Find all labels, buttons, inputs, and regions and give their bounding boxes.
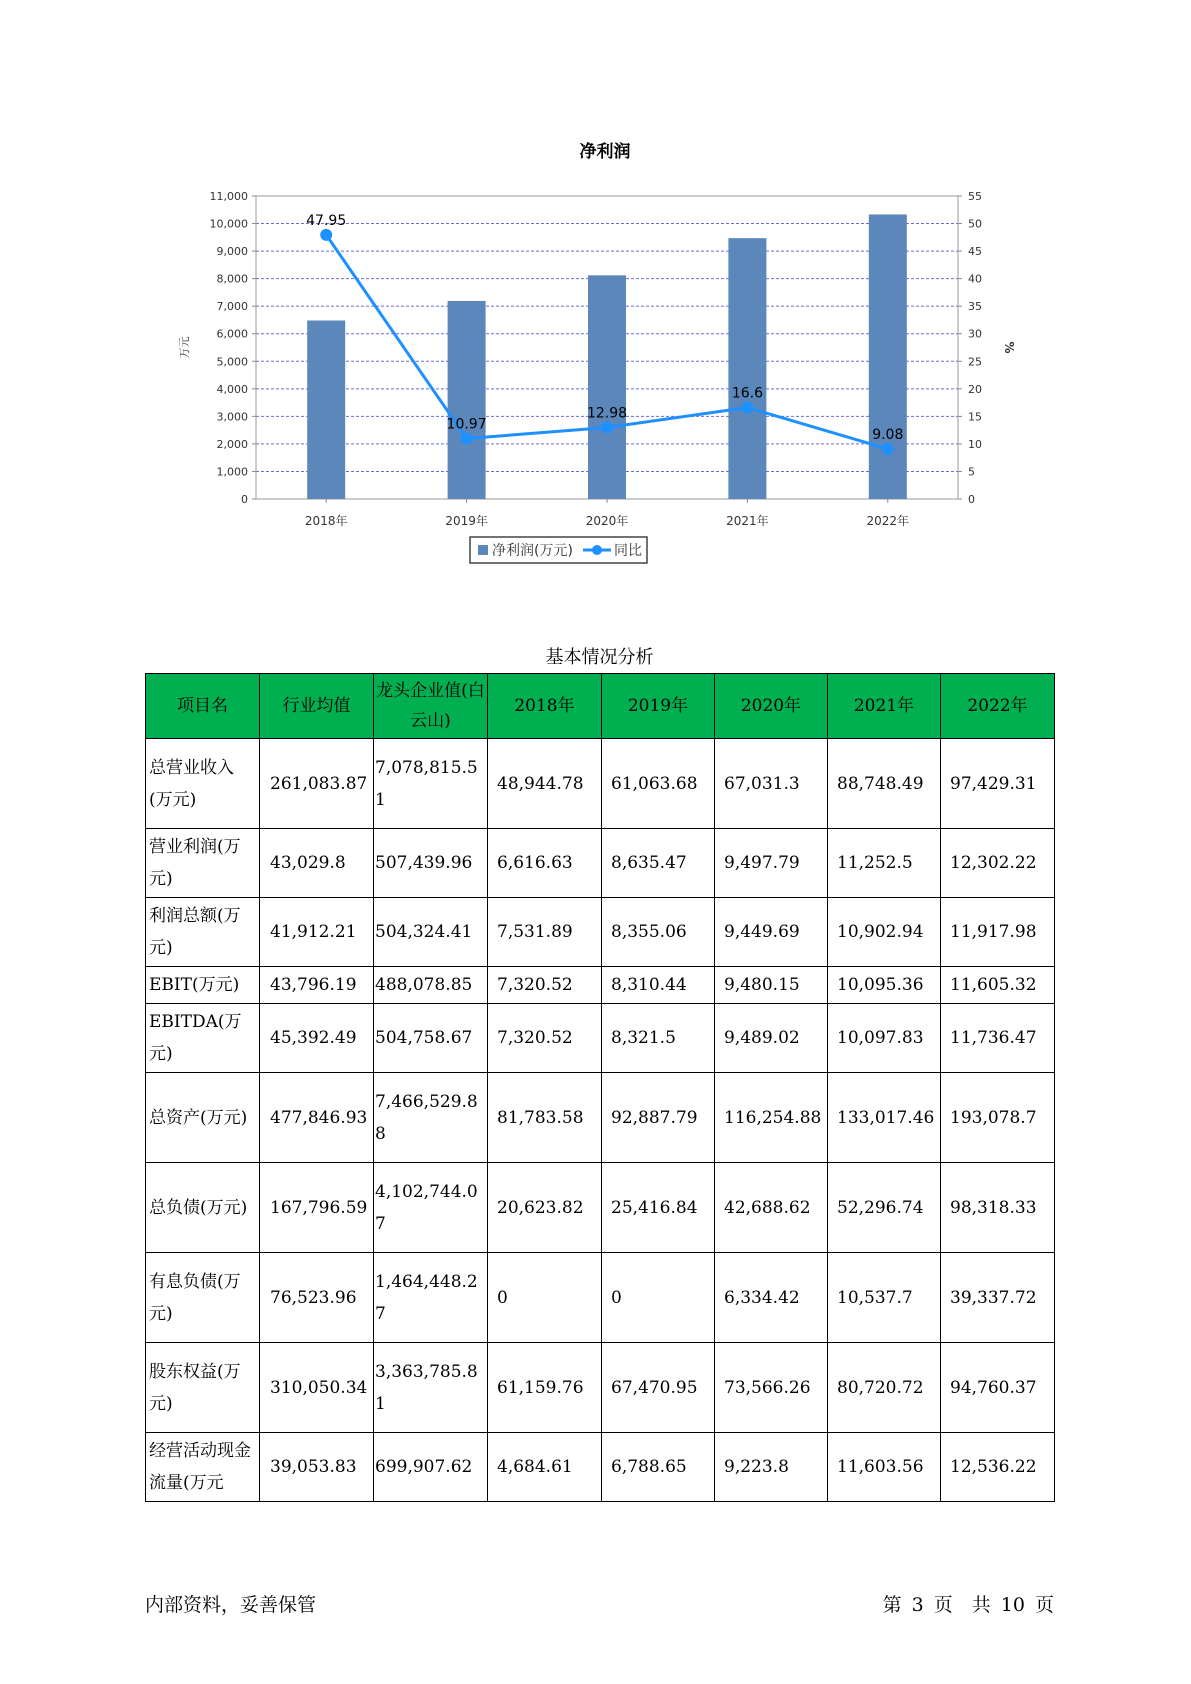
value-cell: 98,318.33 [941,1163,1055,1253]
y-tick-label-right: 55 [968,190,982,203]
row-label-cell: 股东权益(万元) [146,1343,260,1433]
value-cell: 10,097.83 [828,1004,941,1073]
y-tick-label-left: 3,000 [216,410,248,424]
value-cell: 193,078.7 [941,1073,1055,1163]
value-cell: 699,907.62 [374,1433,488,1502]
bar [448,301,486,499]
column-header: 2022年 [941,674,1055,739]
yoy-data-label: 12.98 [586,405,628,422]
net-profit-chart [150,130,1016,600]
table-row [146,1433,1055,1502]
value-cell: 80,720.72 [828,1343,941,1433]
value-cell: 11,736.47 [941,1004,1055,1073]
legend-bar-swatch [478,545,488,555]
value-cell: 8,355.06 [602,898,715,967]
value-cell: 504,324.41 [374,898,488,967]
value-cell: 39,053.83 [260,1433,374,1502]
value-cell: 52,296.74 [828,1163,941,1253]
legend-line-label: 同比 [614,543,642,559]
bar [588,275,626,499]
yoy-point [320,229,332,241]
x-tick-label: 2018年 [304,514,348,528]
table-row [146,1343,1055,1433]
value-cell: 6,616.63 [488,829,602,898]
value-cell: 0 [602,1253,715,1343]
value-cell: 8,321.5 [602,1004,715,1073]
value-cell: 10,537.7 [828,1253,941,1343]
column-header: 2020年 [715,674,828,739]
chart-title: 净利润 [579,142,631,162]
y-tick-label-right: 40 [968,272,982,286]
value-cell: 9,223.8 [715,1433,828,1502]
column-header: 行业均值 [260,674,374,739]
value-cell: 67,470.95 [602,1343,715,1433]
y-tick-label-right: 15 [968,410,982,424]
value-cell: 11,603.56 [828,1433,941,1502]
y-tick-label-left: 4,000 [216,382,248,396]
value-cell: 116,254.88 [715,1073,828,1163]
value-cell: 42,688.62 [715,1163,828,1253]
column-header: 龙头企业值(白云山) [374,674,488,739]
value-cell: 41,912.21 [260,898,374,967]
y-tick-label-right: 0 [968,493,975,506]
y-tick-label-left: 0 [241,493,248,506]
yoy-data-label: 10.97 [446,416,487,433]
value-cell: 67,031.3 [715,739,828,829]
table-row [146,1004,1055,1073]
bar [869,214,907,499]
value-cell: 9,480.15 [715,967,828,1004]
value-cell: 48,944.78 [488,739,602,829]
table-row [146,1073,1055,1163]
legend-line-marker [592,545,602,555]
row-label-cell: 总资产(万元) [146,1073,260,1163]
value-cell: 261,083.87 [260,739,374,829]
value-cell: 8,635.47 [602,829,715,898]
x-tick-label: 2019年 [445,514,488,528]
y-tick-label-left: 7,000 [216,300,248,314]
value-cell: 7,531.89 [488,898,602,967]
bar [728,238,766,499]
x-tick-label: 2021年 [726,514,769,528]
value-cell: 1,464,448.27 [374,1253,488,1343]
value-cell: 61,159.76 [488,1343,602,1433]
table-row [146,898,1055,967]
value-cell: 73,566.26 [715,1343,828,1433]
y-tick-label-right: 10 [968,437,982,451]
bar [307,321,345,499]
value-cell: 10,095.36 [828,967,941,1004]
y-tick-label-left: 1,000 [216,465,248,479]
column-header: 2019年 [602,674,715,739]
table-header-row [146,674,1055,739]
value-cell: 92,887.79 [602,1073,715,1163]
y-tick-label-left: 11,000 [209,190,248,203]
value-cell: 61,063.68 [602,739,715,829]
y-tick-label-left: 9,000 [216,245,248,259]
row-label-cell: EBIT(万元) [146,967,260,1004]
y-tick-label-right: 5 [968,465,975,479]
y-axis-label-left: 万元 [178,336,191,359]
value-cell: 43,029.8 [260,829,374,898]
row-label-cell: 总负债(万元) [146,1163,260,1253]
y-tick-label-right: 20 [968,382,982,396]
value-cell: 7,466,529.88 [374,1073,488,1163]
row-label-cell: 总营业收入(万元) [146,739,260,829]
value-cell: 0 [488,1253,602,1343]
table-caption: 基本情况分析 [545,647,654,668]
x-tick-label: 2020年 [585,514,629,528]
value-cell: 9,489.02 [715,1004,828,1073]
value-cell: 477,846.93 [260,1073,374,1163]
value-cell: 10,902.94 [828,898,941,967]
column-header: 2018年 [488,674,602,739]
row-label-cell: 利润总额(万元) [146,898,260,967]
value-cell: 167,796.59 [260,1163,374,1253]
value-cell: 8,310.44 [602,967,715,1004]
table-row [146,1253,1055,1343]
value-cell: 3,363,785.81 [374,1343,488,1433]
value-cell: 7,078,815.51 [374,739,488,829]
value-cell: 507,439.96 [374,829,488,898]
row-label-cell: 有息负债(万元) [146,1253,260,1343]
value-cell: 7,320.52 [488,967,602,1004]
y-tick-label-left: 6,000 [216,327,248,341]
yoy-data-label: 16.6 [731,385,763,402]
value-cell: 7,320.52 [488,1004,602,1073]
value-cell: 4,102,744.07 [374,1163,488,1253]
confidential-note: 内部资料，妥善保管 [145,1594,317,1616]
column-header: 项目名 [146,674,260,739]
y-tick-label-right: 30 [968,327,982,341]
value-cell: 6,788.65 [602,1433,715,1502]
value-cell: 12,302.22 [941,829,1055,898]
value-cell: 11,252.5 [828,829,941,898]
value-cell: 20,623.82 [488,1163,602,1253]
y-tick-label-right: 50 [968,217,982,231]
value-cell: 504,758.67 [374,1004,488,1073]
yoy-point [882,443,894,455]
table-row [146,967,1055,1004]
y-axis-label-right: % [1002,341,1016,354]
value-cell: 11,605.32 [941,967,1055,1004]
value-cell: 88,748.49 [828,739,941,829]
y-tick-label-right: 45 [968,245,982,259]
table-row [146,829,1055,898]
table-row [146,1163,1055,1253]
row-label-cell: 营业利润(万元) [146,829,260,898]
value-cell: 76,523.96 [260,1253,374,1343]
value-cell: 97,429.31 [941,739,1055,829]
yoy-point [741,402,753,414]
value-cell: 9,449.69 [715,898,828,967]
value-cell: 25,416.84 [602,1163,715,1253]
y-tick-label-right: 25 [968,355,982,369]
value-cell: 45,392.49 [260,1004,374,1073]
legend-bar-label: 净利润(万元) [492,543,573,559]
row-label-cell: EBITDA(万元) [146,1004,260,1073]
y-tick-label-left: 5,000 [216,355,248,369]
analysis-table [145,673,1055,1502]
value-cell: 488,078.85 [374,967,488,1004]
value-cell: 133,017.46 [828,1073,941,1163]
value-cell: 12,536.22 [941,1433,1055,1502]
value-cell: 39,337.72 [941,1253,1055,1343]
yoy-data-label: 9.08 [872,426,904,443]
value-cell: 9,497.79 [715,829,828,898]
x-tick-label: 2022年 [866,514,910,528]
value-cell: 4,684.61 [488,1433,602,1502]
y-tick-label-right: 35 [968,300,982,314]
y-tick-label-left: 8,000 [216,272,248,286]
yoy-data-label: 47.95 [306,212,347,229]
page-number: 第 3 页 共 10 页 [882,1594,1054,1616]
yoy-point [461,433,473,445]
value-cell: 81,783.58 [488,1073,602,1163]
value-cell: 94,760.37 [941,1343,1055,1433]
y-tick-label-left: 2,000 [216,437,248,451]
value-cell: 43,796.19 [260,967,374,1004]
y-tick-label-left: 10,000 [209,217,248,231]
value-cell: 310,050.34 [260,1343,374,1433]
row-label-cell: 经营活动现金流量(万元 [146,1433,260,1502]
value-cell: 11,917.98 [941,898,1055,967]
value-cell: 6,334.42 [715,1253,828,1343]
column-header: 2021年 [828,674,941,739]
yoy-point [601,421,613,433]
table-row [146,739,1055,829]
